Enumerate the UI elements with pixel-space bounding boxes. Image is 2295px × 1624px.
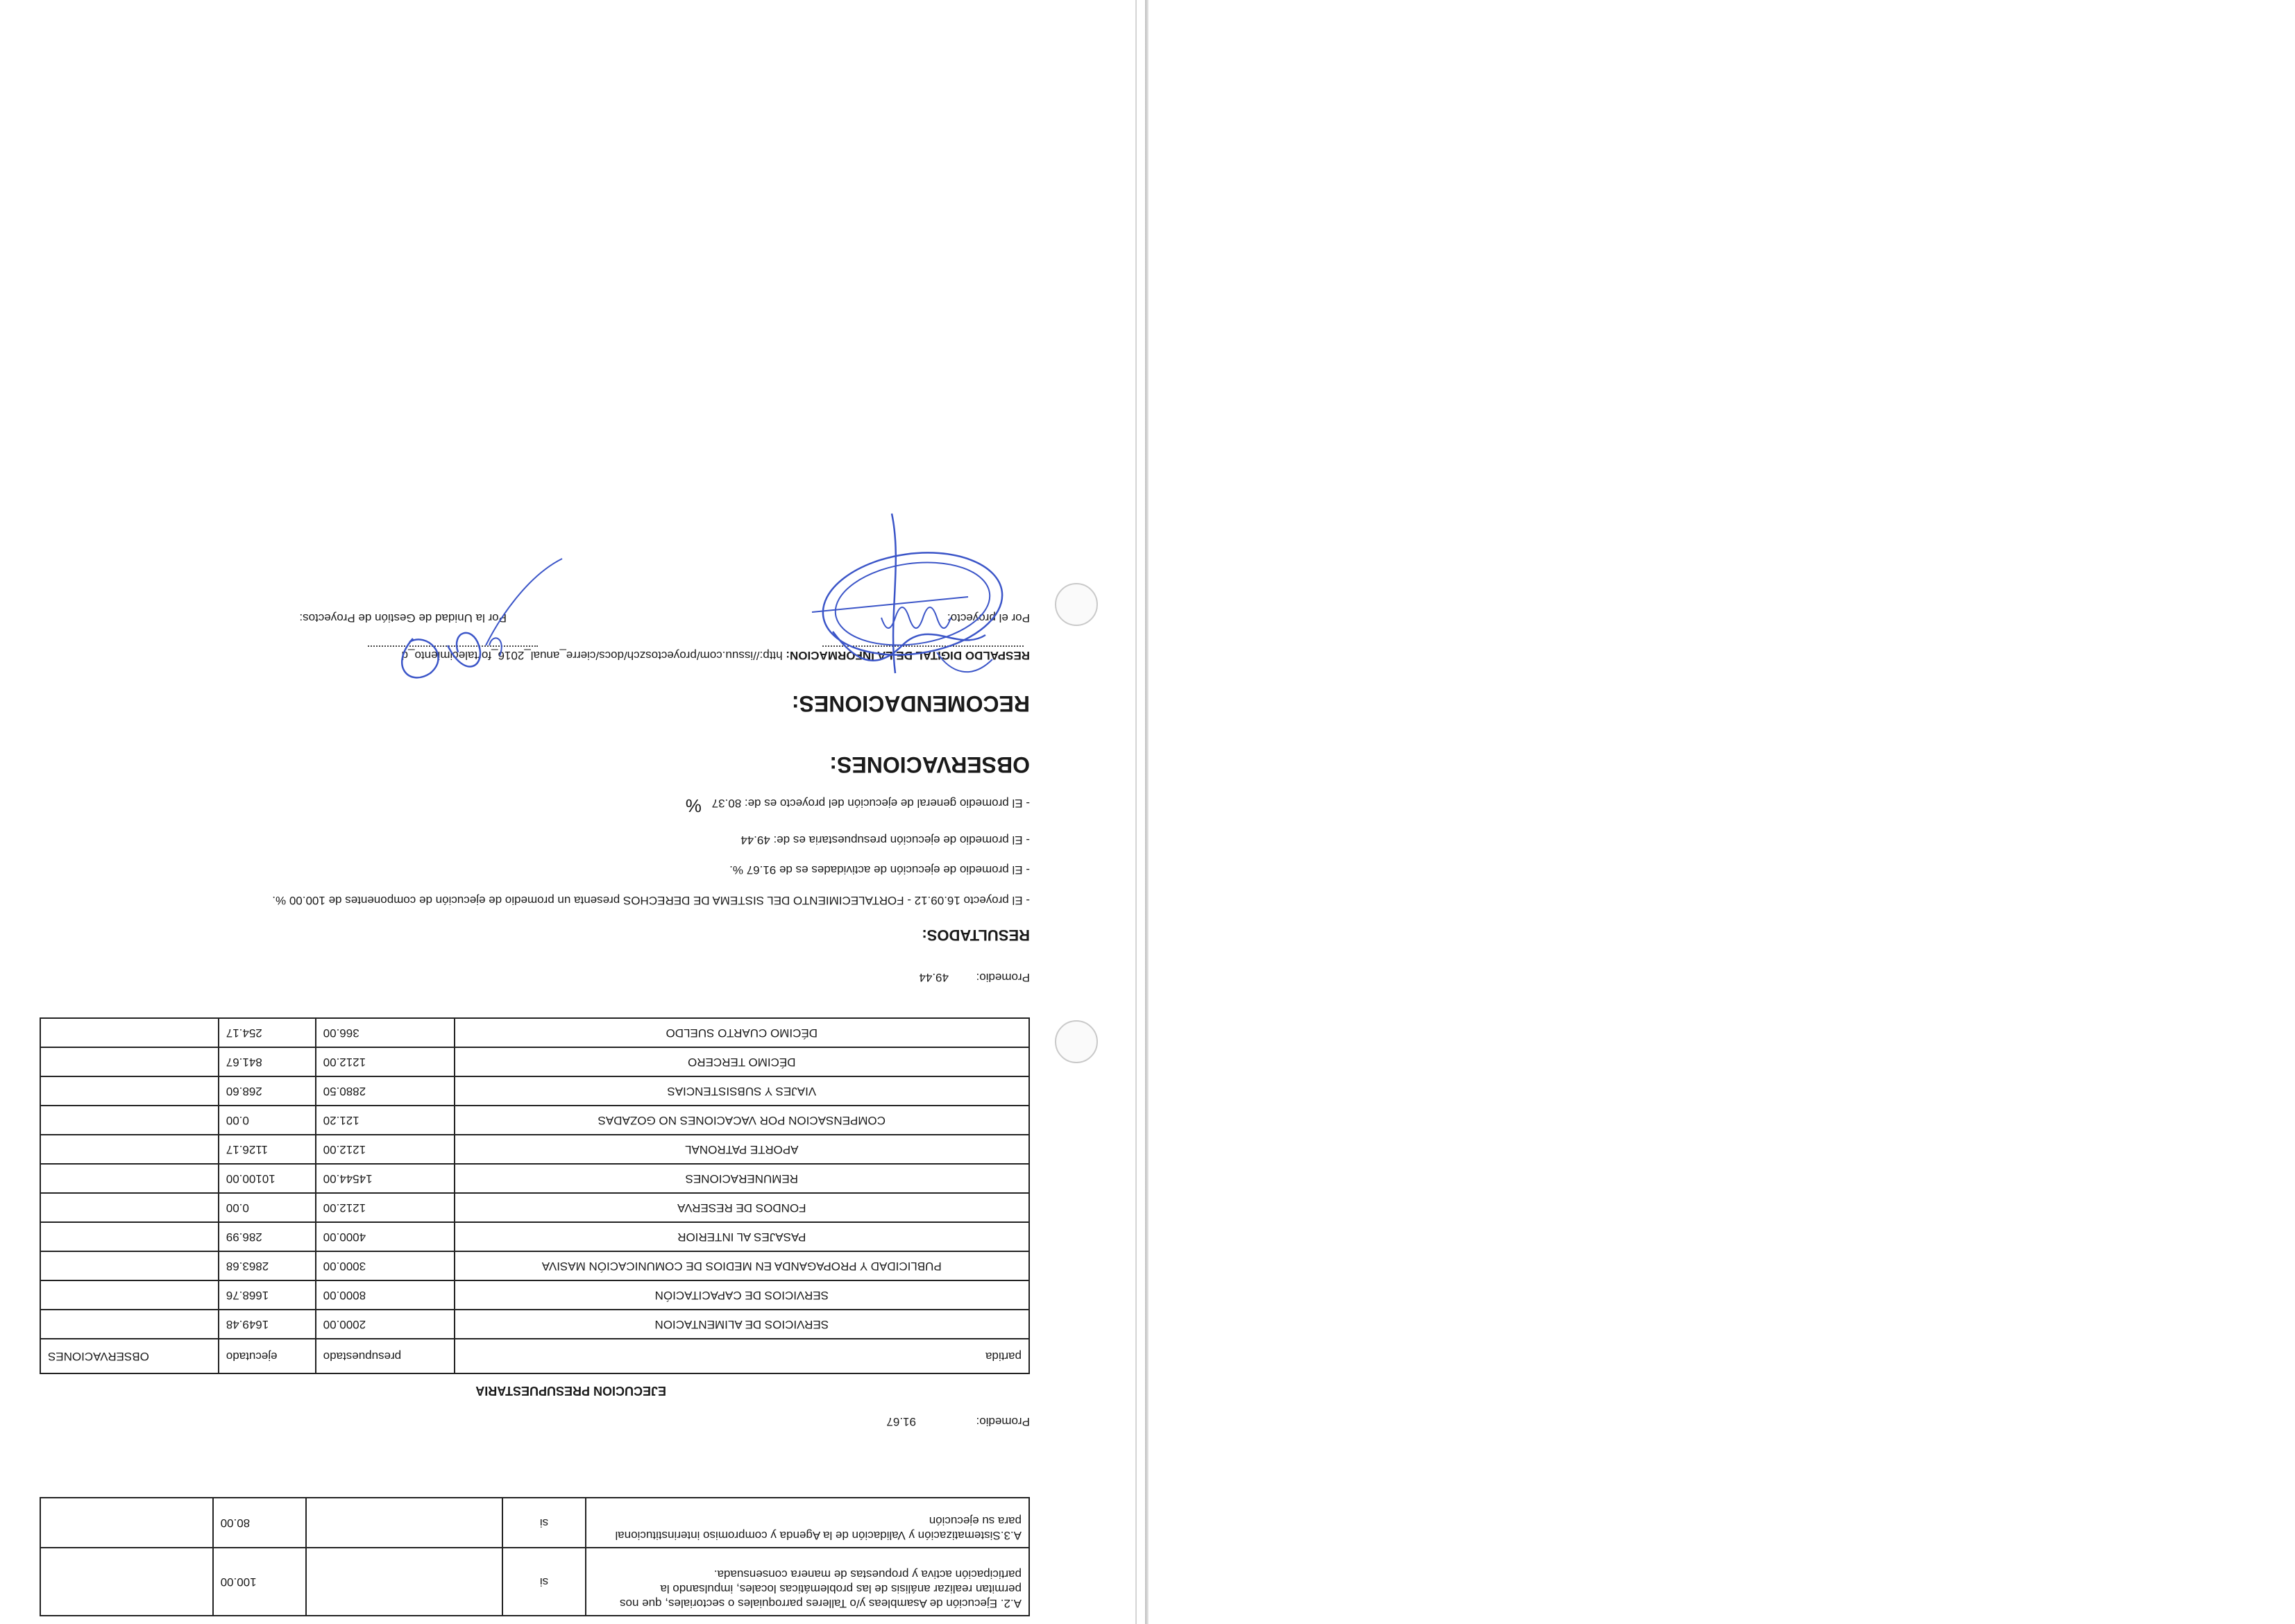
ejecutado-value: 0.00: [219, 1193, 316, 1222]
activity-observation-cell: [40, 1548, 213, 1616]
ejecutado-value: 0.00: [219, 1106, 316, 1135]
table-row: [40, 1018, 1029, 1047]
presupuestado-value: 3000.00: [316, 1251, 455, 1280]
table-row: [40, 1280, 1029, 1310]
presupuestado-value: 14544.00: [316, 1164, 455, 1193]
presupuestado-value: 1212.00: [316, 1193, 455, 1222]
upside-down-content: [0, 0, 1145, 1624]
table-row: [40, 1135, 1029, 1164]
observaciones-value: [40, 1222, 219, 1251]
observaciones-value: [40, 1018, 219, 1047]
backup-label: RESPALDO DIGITAL DE LA INFORMACION:: [786, 649, 1030, 662]
table-row: [40, 1310, 1029, 1339]
signature-caption-project: Por el proyecto:: [947, 611, 1030, 625]
table-row: [40, 1106, 1029, 1135]
header-partida: partida: [455, 1339, 1029, 1373]
table-row: [40, 1548, 1029, 1616]
punch-hole-bottom: [1055, 1020, 1098, 1063]
observaciones-value: [40, 1076, 219, 1106]
budget-title: EJECUCION PRESUPUESTARIA: [475, 1384, 666, 1398]
ejecutado-value: 2863.68: [219, 1251, 316, 1280]
observaciones-value: [40, 1164, 219, 1193]
partida-name: DÉCIMO CUARTO SUELDO: [455, 1018, 1029, 1047]
observaciones-value: [40, 1280, 219, 1310]
partida-name: FONDOS DE RESERVA: [455, 1193, 1029, 1222]
header-observaciones: OBSERVACIONES: [40, 1339, 219, 1373]
table-row: [40, 1076, 1029, 1106]
presupuestado-value: 1212.00: [316, 1135, 455, 1164]
partida-name: PUBLICIDAD Y PROPAGANDA EN MEDIOS DE COMUNICACIÓN MASIVA: [455, 1251, 1029, 1280]
partida-name: REMUNERACIONES: [455, 1164, 1029, 1193]
ejecutado-value: 286.99: [219, 1222, 316, 1251]
observaciones-value: [40, 1047, 219, 1076]
table-header-row: [40, 1339, 1029, 1373]
partida-name: COMPENSACION POR VACACIONES NO GOZADAS: [455, 1106, 1029, 1135]
percent-sign: %: [685, 795, 702, 816]
table-row: [40, 1193, 1029, 1222]
signature-caption-management-unit: Por la Unidad de Gestión de Proyectos:: [299, 611, 507, 625]
results-line-budget: - El promedio de ejecución presupuestaria es de: 49.44: [740, 834, 1030, 847]
results-title: RESULTADOS:: [922, 927, 1030, 944]
partida-name: SERVICIOS DE ALIMENTACION: [455, 1310, 1029, 1339]
scanned-page-left: [0, 0, 1145, 1624]
activities-table: [40, 1497, 1030, 1616]
activity-status: si: [502, 1548, 586, 1616]
presupuestado-value: 2000.00: [316, 1310, 455, 1339]
budget-average-label: Promedio:: [976, 971, 1030, 984]
presupuestado-value: 121.20: [316, 1106, 455, 1135]
partida-name: DÉCIMO TERCERO: [455, 1047, 1029, 1076]
ejecutado-value: 1649.48: [219, 1310, 316, 1339]
table-row: [40, 1222, 1029, 1251]
scan-edge-line: [1135, 0, 1137, 1624]
partida-name: VIAJES Y SUBSISTENCIAS: [455, 1076, 1029, 1106]
activity-observation-cell: [40, 1498, 213, 1548]
results-general-text: - El promedio general de ejecución del proyecto es de: 80.37: [711, 797, 1030, 810]
partida-name: SERVICIOS DE CAPACITACIÓN: [455, 1280, 1029, 1310]
ejecutado-value: 1126.17: [219, 1135, 316, 1164]
ejecutado-value: 841.67: [219, 1047, 316, 1076]
scanned-page-right-blank: [1149, 0, 2295, 1624]
partida-name: PASAJES AL INTERIOR: [455, 1222, 1029, 1251]
ejecutado-value: 10100.00: [219, 1164, 316, 1193]
observaciones-value: [40, 1106, 219, 1135]
activity-description: A.3.Sistematización y Validación de la Agenda y compromiso interinstitucional para su ejecución: [586, 1498, 1029, 1548]
table-row: [40, 1498, 1029, 1548]
activity-status: si: [502, 1498, 586, 1548]
results-line-activities: - El promedio de ejecución de actividades es de 91.67 %.: [729, 863, 1030, 877]
table-row: [40, 1251, 1029, 1280]
observaciones-value: [40, 1251, 219, 1280]
observations-title: OBSERVACIONES:: [829, 752, 1030, 777]
observaciones-value: [40, 1310, 219, 1339]
ejecutado-value: 268.60: [219, 1076, 316, 1106]
activity-description: A.2. Ejecución de Asambleas y/o Talleres parroquiales o sectoriales, que nos permitan realizar análisis de las problemáticas locales, impulsando la participación activa y propuestas de manera consensuada.: [586, 1548, 1029, 1616]
budget-table: [40, 1017, 1030, 1374]
activities-average-value: 91.67: [886, 1415, 916, 1428]
activity-empty-cell: [307, 1498, 503, 1548]
presupuestado-value: 2880.50: [316, 1076, 455, 1106]
observaciones-value: [40, 1135, 219, 1164]
activities-average-label: Promedio:: [976, 1415, 1030, 1428]
partida-name: APORTE PATRONAL: [455, 1135, 1029, 1164]
ejecutado-value: 1668.76: [219, 1280, 316, 1310]
budget-average-value: 49.44: [919, 971, 949, 984]
signature-project-image: [812, 507, 1034, 701]
backup-url: http://issuu.com/proyectoszch/docs/cierre_anual_2016_fortalecimiento_d: [401, 649, 783, 662]
recommendations-title: RECOMENDACIONES:: [791, 691, 1030, 716]
observaciones-value: [40, 1193, 219, 1222]
punch-hole-top: [1055, 583, 1098, 626]
table-row: [40, 1047, 1029, 1076]
presupuestado-value: 1212.00: [316, 1047, 455, 1076]
presupuestado-value: 366.00: [316, 1018, 455, 1047]
results-line-components: - El proyecto 16.09.12 - FORTALECIMIENTO DEL SISTEMA DE DERECHOS presenta un promedio de ejecución de componentes de 100.00 %.: [272, 894, 1030, 907]
table-row: [40, 1164, 1029, 1193]
activity-percent: 80.00: [213, 1498, 307, 1548]
presupuestado-value: 4000.00: [316, 1222, 455, 1251]
header-ejecutado: ejecutado: [219, 1339, 316, 1373]
presupuestado-value: 8000.00: [316, 1280, 455, 1310]
ejecutado-value: 254.17: [219, 1018, 316, 1047]
results-line-general: [686, 795, 1030, 816]
activity-empty-cell: [307, 1548, 503, 1616]
header-presupuestado: presupuestado: [316, 1339, 455, 1373]
signature-management-unit-image: [389, 555, 569, 722]
activity-percent: 100.00: [213, 1548, 307, 1616]
